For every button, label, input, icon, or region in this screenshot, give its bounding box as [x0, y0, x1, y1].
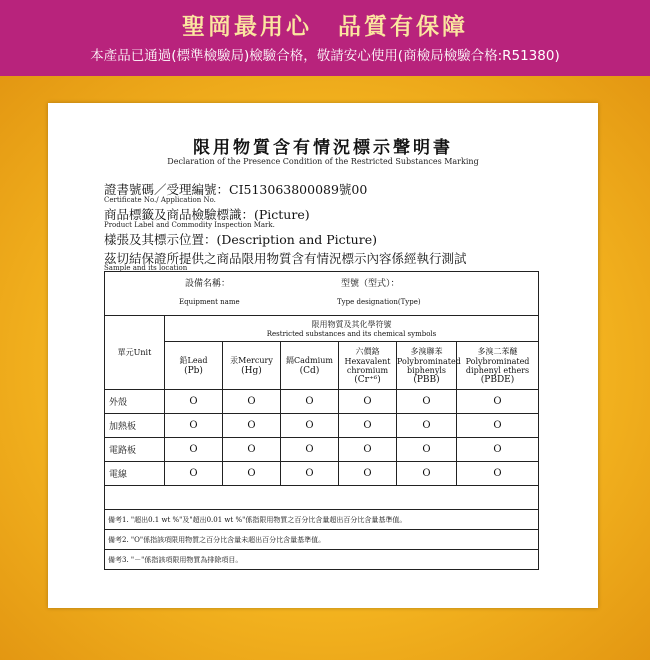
table-cell: O — [397, 390, 457, 414]
note-1: 備考1. "超出0.1 wt %"及"超出0.01 wt %"係指限用物質之百分比含量超出百分比含量基準值。 — [105, 510, 539, 530]
document-title: 限用物質含有情況標示聲明書 — [193, 138, 453, 158]
table-cell: O — [457, 390, 539, 414]
equipment-en: Equipment name — [179, 298, 240, 306]
empty-row — [105, 486, 539, 510]
row-label: 電路板 — [105, 438, 165, 462]
table-cell: O — [223, 390, 281, 414]
table-cell: O — [457, 462, 539, 486]
sample-location-en: Sample and its location — [104, 264, 188, 272]
column-pbb — [397, 342, 461, 390]
table-cell: O — [339, 390, 397, 414]
table-cell: O — [457, 438, 539, 462]
substances-header — [165, 316, 539, 342]
declaration-document — [48, 103, 598, 608]
table-cell: O — [339, 414, 397, 438]
table-cell: O — [165, 438, 223, 462]
product-label-en: Product Label and Commodity Inspection Mark. — [104, 221, 275, 229]
sample-location-field: 樣張及其標示位置：(Description and Picture) — [104, 232, 377, 247]
table-cell: O — [223, 414, 281, 438]
table-cell: O — [339, 462, 397, 486]
column-cadmium — [281, 342, 339, 390]
banner-title: 聖岡最用心 品質有保障 — [182, 14, 468, 40]
column-name: 多溴聯苯 Polybrominated biphenyls — [397, 347, 461, 375]
column-pbde — [457, 342, 539, 390]
table-cell: O — [165, 390, 223, 414]
table-row — [105, 438, 539, 462]
column-name: 多溴二苯醚 Polybrominated diphenyl ethers — [465, 347, 530, 375]
table-cell: O — [397, 414, 457, 438]
certificate-number-en: Certificate No./ Application No. — [104, 196, 216, 204]
test-statement: 茲切結保證所提供之商品限用物質含有情況標示內容係經執行測試 — [104, 251, 467, 266]
certificate-number: 證書號碼／受理編號：CI513063800089號00 — [104, 182, 368, 197]
unit-header: 單元Unit — [105, 316, 165, 390]
column-lead — [165, 342, 223, 390]
table-cell: O — [223, 438, 281, 462]
column-symbol: (Cr⁺⁶) — [354, 375, 381, 385]
row-label: 外殼 — [105, 390, 165, 414]
column-symbol: (PBDE) — [480, 375, 515, 385]
table-cell: O — [457, 414, 539, 438]
banner-subtitle: 本產品已通過(標準檢驗局)檢驗合格，敬請安心使用(商檢局檢驗合格:R51380) — [90, 48, 560, 64]
top-banner — [0, 0, 650, 76]
column-name: 汞Mercury — [230, 356, 273, 365]
table-cell: O — [397, 462, 457, 486]
document-subtitle: Declaration of the Presence Condition of the Restricted Substances Marking — [167, 157, 479, 166]
table-cell: O — [281, 438, 339, 462]
table-cell: O — [281, 462, 339, 486]
column-symbol: (Hg) — [241, 366, 262, 376]
row-label: 加熱板 — [105, 414, 165, 438]
restricted-substances-table — [104, 271, 539, 570]
table-cell: O — [223, 462, 281, 486]
type-label: 型號（型式）： — [341, 279, 400, 289]
column-symbol: (PBB) — [413, 375, 440, 385]
table-cell: O — [165, 462, 223, 486]
column-symbol: (Pb) — [184, 366, 203, 376]
table-cell: O — [281, 390, 339, 414]
column-name: 鉛Lead — [179, 356, 208, 365]
product-label-field: 商品標籤及商品檢驗標識：(Picture) — [104, 207, 310, 222]
equipment-label: 設備名稱： — [185, 279, 231, 289]
table-row — [105, 462, 539, 486]
column-hexavalent-chromium — [339, 342, 397, 390]
type-en: Type designation(Type) — [337, 298, 421, 306]
table-cell: O — [165, 414, 223, 438]
table-cell: O — [339, 438, 397, 462]
substances-title: 限用物質及其化學符號 — [311, 320, 392, 329]
equipment-row — [105, 272, 539, 316]
table-cell: O — [397, 438, 457, 462]
column-name: 鎘Cadmium — [286, 356, 333, 365]
substances-en: Restricted substances and its chemical symbols — [266, 330, 437, 338]
column-symbol: (Cd) — [299, 366, 320, 376]
row-label: 電線 — [105, 462, 165, 486]
table-row — [105, 390, 539, 414]
column-name: 六價鉻 Hexavalent chromium — [344, 347, 391, 375]
table-row — [105, 414, 539, 438]
note-2: 備考2. "O"係指該項限用物質之百分比含量未超出百分比含量基準值。 — [105, 530, 539, 550]
table-cell: O — [281, 414, 339, 438]
note-3: 備考3. "－"係指該項限用物質為排除項目。 — [105, 550, 539, 570]
column-mercury — [223, 342, 281, 390]
